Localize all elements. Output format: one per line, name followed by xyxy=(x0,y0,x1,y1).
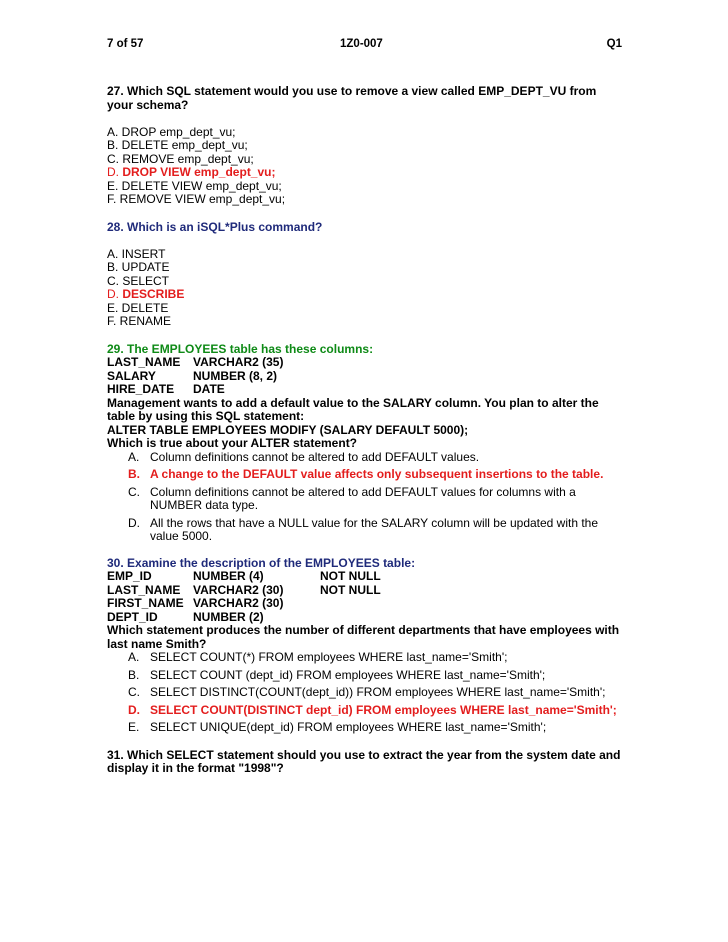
column-type: VARCHAR2 (35) xyxy=(193,355,284,369)
q28-option-c: C. SELECT xyxy=(107,273,170,288)
question-30 xyxy=(107,557,622,735)
option-text: SELECT UNIQUE(dept_id) FROM employees WHERE last_name='Smith'; xyxy=(150,720,547,734)
question-30-intro: 30. Examine the description of the EMPLOYEES table: xyxy=(107,555,416,570)
q29-columns-table xyxy=(107,356,622,397)
q28-answer-letter: D. xyxy=(107,287,119,301)
page-header xyxy=(107,38,622,52)
option-text: SELECT COUNT (dept_id) FROM employees WHERE last_name='Smith'; xyxy=(150,667,546,682)
column-name: HIRE_DATE xyxy=(107,382,175,396)
q28-option-d-answer xyxy=(107,288,622,302)
question-31-text: 31. Which SELECT statement should you use to extract the year from the system date and display it in the format "1998"? xyxy=(107,747,621,775)
q29-body-2: ALTER TABLE EMPLOYEES MODIFY (SALARY DEFAULT 5000); xyxy=(107,422,469,437)
table-row xyxy=(107,611,622,625)
q29-option-c xyxy=(107,486,622,513)
q30-option-c xyxy=(107,686,622,700)
question-31 xyxy=(107,749,622,776)
column-name: LAST_NAME xyxy=(107,355,181,369)
question-29-intro: 29. The EMPLOYEES table has these columns: xyxy=(107,341,374,356)
section-tag: Q1 xyxy=(606,38,622,50)
column-name: EMP_ID xyxy=(107,569,152,583)
q29-option-a xyxy=(107,451,622,465)
option-text: SELECT COUNT(DISTINCT dept_id) FROM employees WHERE last_name='Smith'; xyxy=(150,702,617,717)
column-type: VARCHAR2 (30) xyxy=(193,582,284,597)
option-text: SELECT DISTINCT(COUNT(dept_id)) FROM employees WHERE last_name='Smith'; xyxy=(150,685,606,699)
column-name: FIRST_NAME xyxy=(107,596,184,610)
q30-options xyxy=(107,651,622,735)
column-null: NOT NULL xyxy=(320,582,381,597)
table-row xyxy=(107,356,622,370)
column-name: SALARY xyxy=(107,368,156,383)
q27-option-b: B. DELETE emp_dept_vu; xyxy=(107,138,248,152)
column-type: NUMBER (4) xyxy=(193,569,264,583)
table-row xyxy=(107,383,622,397)
option-text: SELECT COUNT(*) FROM employees WHERE last_name='Smith'; xyxy=(150,650,508,664)
column-type: VARCHAR2 (30) xyxy=(193,596,284,610)
option-label: D. xyxy=(128,515,140,530)
q28-option-e: E. DELETE xyxy=(107,300,169,315)
q28-answer-text: DESCRIBE xyxy=(122,287,185,301)
q28-option-a: A. INSERT xyxy=(107,246,166,261)
question-27-text: 27. Which SQL statement would you use to remove a view called EMP_DEPT_VU from your schema? xyxy=(107,84,597,112)
question-27 xyxy=(107,85,622,207)
q27-option-f: F. REMOVE VIEW emp_dept_vu; xyxy=(107,192,286,206)
q27-option-c: C. REMOVE emp_dept_vu; xyxy=(107,151,254,166)
option-label: D. xyxy=(128,702,140,717)
q30-option-d-answer xyxy=(107,704,622,718)
question-28 xyxy=(107,221,622,329)
option-label: C. xyxy=(128,484,140,499)
question-29 xyxy=(107,343,622,544)
column-name: LAST_NAME xyxy=(107,582,181,597)
q27-option-a: A. DROP emp_dept_vu; xyxy=(107,124,236,139)
q30-body: Which statement produces the number of different departments that have employees with last name Smith? xyxy=(107,623,620,651)
question-28-text: 28. Which is an iSQL*Plus command? xyxy=(107,219,323,234)
column-type: DATE xyxy=(193,382,225,396)
q30-option-b xyxy=(107,669,622,683)
q29-option-b-answer xyxy=(107,468,622,482)
q29-body-1: Management wants to add a default value to the SALARY column. You plan to alter the table by using this SQL statement: xyxy=(107,395,599,423)
page-number: 7 of 57 xyxy=(107,38,144,50)
option-label: A. xyxy=(128,650,140,664)
option-label: E. xyxy=(128,720,140,734)
document-page xyxy=(107,38,622,776)
q29-options xyxy=(107,451,622,544)
column-type: NUMBER (2) xyxy=(193,609,264,624)
q27-option-e: E. DELETE VIEW emp_dept_vu; xyxy=(107,178,282,193)
column-name: DEPT_ID xyxy=(107,609,158,624)
option-text: Column definitions cannot be altered to add DEFAULT values for columns with a NUMBER data type. xyxy=(150,484,576,512)
q27-answer-text: DROP VIEW emp_dept_vu; xyxy=(122,165,276,179)
q27-answer-letter: D. xyxy=(107,165,119,179)
option-text: Column definitions cannot be altered to add DEFAULT values. xyxy=(150,449,480,464)
option-label: B. xyxy=(128,467,140,481)
q30-columns-table xyxy=(107,570,622,624)
q29-body-3: Which is true about your ALTER statement? xyxy=(107,436,358,450)
q27-option-d-answer xyxy=(107,166,622,180)
q28-option-f: F. RENAME xyxy=(107,314,172,328)
option-text: A change to the DEFAULT value affects only subsequent insertions to the table. xyxy=(150,467,604,481)
table-row xyxy=(107,584,622,598)
column-null: NOT NULL xyxy=(320,569,381,583)
option-label: A. xyxy=(128,449,140,464)
table-row xyxy=(107,370,622,384)
table-row xyxy=(107,570,622,584)
exam-code: 1Z0-007 xyxy=(340,38,383,50)
q29-option-d xyxy=(107,517,622,544)
q28-option-b: B. UPDATE xyxy=(107,260,170,274)
table-row xyxy=(107,597,622,611)
column-type: NUMBER (8, 2) xyxy=(193,368,278,383)
option-label: C. xyxy=(128,685,140,699)
column-null xyxy=(320,611,420,625)
column-null xyxy=(320,597,420,611)
option-text: All the rows that have a NULL value for the SALARY column will be updated with the value 5000. xyxy=(150,515,599,543)
option-label: B. xyxy=(128,667,140,682)
q30-option-a xyxy=(107,651,622,665)
q30-option-e xyxy=(107,721,622,735)
